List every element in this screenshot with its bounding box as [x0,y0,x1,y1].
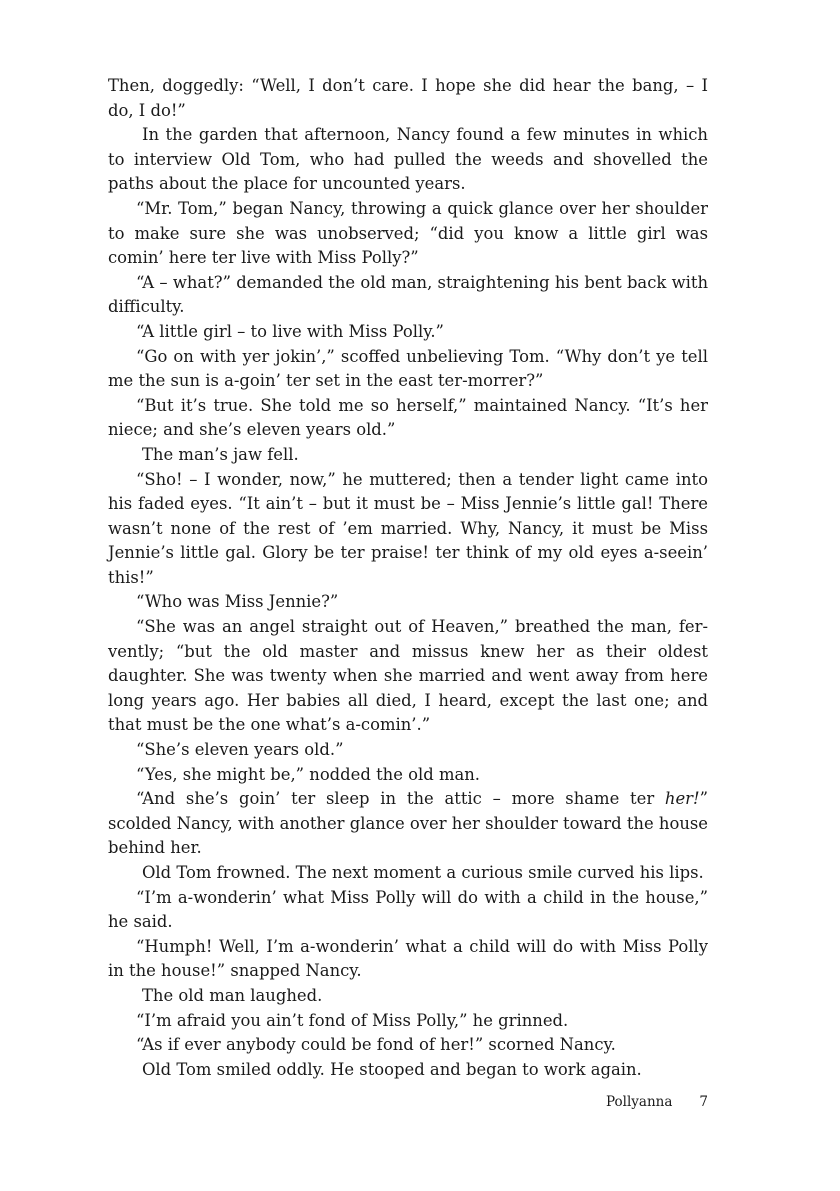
paragraph-text: “And she’s goin’ ter sleep in the attic – more shame ter [136,789,665,809]
paragraph: “A – what?” demanded the old man, straightening his bent back with difficulty. [108,272,708,317]
paragraph: “She was an angel straight out of Heaven,” breathed the man, fervently; “but the old master and missus knew her as their oldest daughter. She was twenty when she married and went away from here long years ago. Her babies all died, I heard, except the last one; and that must be the one what’s a-comin’.” [108,617,708,735]
paragraph: The man’s jaw fell. [142,444,299,464]
paragraph: “Go on with yer jokin’,” scoffed unbelieving Tom. “Why don’t ye tell me the sun is a-goin’ ter set in the east ter-morrer?” [108,346,708,391]
paragraph: “But it’s true. She told me so herself,” maintained Nancy. “It’s her niece; and she’s eleven years old.” [108,395,708,440]
paragraph: In the garden that afternoon, Nancy found a few minutes in which to interview Old Tom, who had pulled the weeds and shovelled the paths about the place for uncounted years. [108,125,708,194]
paragraph: “Yes, she might be,” nodded the old man. [136,764,481,784]
running-title: Pollyanna [606,1094,673,1110]
paragraph: Then, doggedly: “Well, I don’t care. I hope she did hear the bang, – I do, I do!” [108,76,708,120]
paragraph: Old Tom frowned. The next moment a curious smile curved his lips. [142,863,704,882]
paragraph-text: ” scolded Nancy, with another glance over her shoulder toward the house behind her. [108,789,708,858]
paragraph: “Mr. Tom,” began Nancy, throwing a quick glance over her shoulder to make sure she was unobserved; “did you know a little girl was comin’ here ter live with Miss Polly?” [108,198,708,268]
paragraph: “Humph! Well, I’m a-wonderin’ what a child will do with Miss Polly in the house!” snapped Nancy. [108,936,708,981]
paragraph [108,787,708,861]
paragraph: “As if ever anybody could be fond of her!” scorned Nancy. [136,1035,616,1055]
paragraph: Old Tom smiled oddly. He stooped and began to work again. [142,1059,642,1079]
body-text [108,74,708,1082]
paragraph: “Who was Miss Jennie?” [136,592,339,612]
paragraph: “I’m afraid you ain’t fond of Miss Polly,” he grinned. [136,1010,569,1030]
emphasis-text: her! [664,789,700,809]
paragraph: “Sho! – I wonder, now,” he muttered; then a tender light came into his faded eyes. “It ain’t – but it must be – Miss Jennie’s little gal! There wasn’t none of the rest of ’em married. Why, Nancy, it must be Miss Jennie’s little gal. Glory be ter praise! ter think of my old eyes a-seein’ this!” [108,469,708,587]
paragraph: “I’m a-wonderin’ what Miss Polly will do with a child in the house,” he said. [108,887,708,932]
paragraph: The old man laughed. [142,985,323,1005]
paragraph: “A little girl – to live with Miss Polly.” [136,321,444,341]
page-number: 7 [699,1094,708,1110]
paragraph: “She’s eleven years old.” [136,740,344,760]
